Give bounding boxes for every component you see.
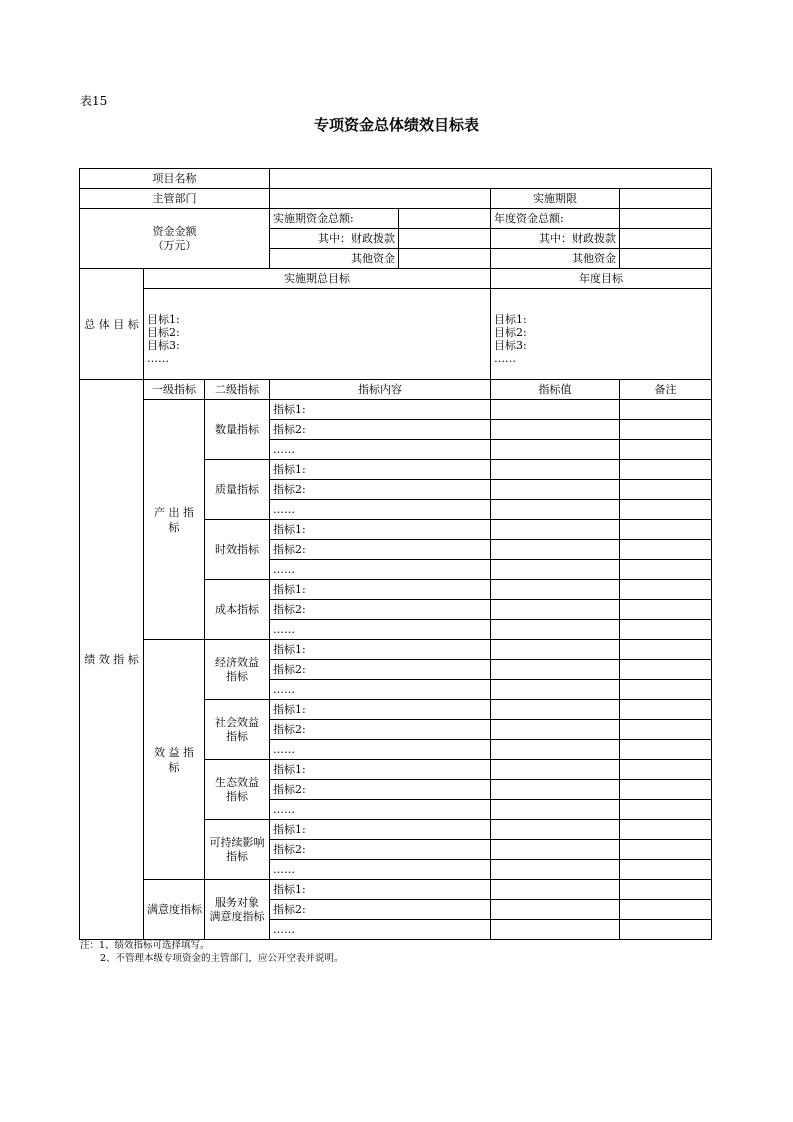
indicator-content-cell[interactable]: 指标2: bbox=[270, 480, 491, 500]
indicator-content-cell[interactable]: 指标2: bbox=[270, 840, 491, 860]
indicator-content-cell[interactable]: 指标2: bbox=[270, 900, 491, 920]
indicator-content-cell[interactable]: 指标1: bbox=[270, 820, 491, 840]
indicator-note-cell[interactable] bbox=[620, 660, 712, 680]
indicator-content-cell[interactable]: 指标1: bbox=[270, 760, 491, 780]
period-other-cell[interactable] bbox=[399, 249, 491, 269]
indicator-value-cell[interactable] bbox=[491, 680, 620, 700]
value-header: 指标值 bbox=[491, 380, 620, 400]
indicator-note-cell[interactable] bbox=[620, 460, 712, 480]
indicator-note-cell[interactable] bbox=[620, 580, 712, 600]
level2-indicator: 生态效益 指标 bbox=[205, 760, 270, 820]
indicator-content-cell[interactable]: 指标2: bbox=[270, 720, 491, 740]
indicator-value-cell[interactable] bbox=[491, 620, 620, 640]
indicator-content-cell[interactable]: …… bbox=[270, 680, 491, 700]
goal-line: …… bbox=[147, 352, 169, 365]
indicator-note-cell[interactable] bbox=[620, 920, 712, 940]
indicator-value-cell[interactable] bbox=[491, 880, 620, 900]
total-period-funds-cell[interactable] bbox=[399, 209, 491, 229]
indicator-note-cell[interactable] bbox=[620, 880, 712, 900]
goal-line: 目标2: bbox=[147, 326, 180, 339]
indicator-note-cell[interactable] bbox=[620, 700, 712, 720]
indicator-content-cell[interactable]: 指标1: bbox=[270, 580, 491, 600]
level2-indicator: 数量指标 bbox=[205, 400, 270, 460]
note-1: 注：1、绩效指标可选择填写。 bbox=[80, 940, 210, 951]
level2-indicator: 服务对象 满意度指标 bbox=[205, 880, 270, 940]
level2-indicator: 可持续影响 指标 bbox=[205, 820, 270, 880]
indicator-value-cell[interactable] bbox=[491, 700, 620, 720]
indicator-content-cell[interactable]: …… bbox=[270, 440, 491, 460]
indicator-value-cell[interactable] bbox=[491, 720, 620, 740]
funds-label-text: 资金金额 bbox=[152, 224, 197, 238]
level2-indicator: 经济效益 指标 bbox=[205, 640, 270, 700]
indicator-content-cell[interactable]: …… bbox=[270, 740, 491, 760]
indicator-value-cell[interactable] bbox=[491, 640, 620, 660]
indicator-note-cell[interactable] bbox=[620, 740, 712, 760]
annual-funds-label: 年度资金总额: bbox=[491, 209, 620, 229]
goal-line: 目标2: bbox=[494, 326, 527, 339]
period-other-label: 其他资金 bbox=[270, 249, 399, 269]
indicator-row bbox=[80, 880, 712, 900]
indicator-note-cell[interactable] bbox=[620, 400, 712, 420]
project-name-cell[interactable] bbox=[270, 169, 712, 189]
content-header: 指标内容 bbox=[270, 380, 491, 400]
table-number: 表15 bbox=[80, 94, 108, 108]
indicator-value-cell[interactable] bbox=[491, 840, 620, 860]
period-goals-cell[interactable] bbox=[144, 289, 491, 380]
indicator-content-cell[interactable]: 指标1: bbox=[270, 640, 491, 660]
level2-header: 二级指标 bbox=[205, 380, 270, 400]
funds-label bbox=[80, 209, 270, 269]
level1-indicator: 产 出 指 标 bbox=[144, 400, 205, 640]
annual-funds-cell[interactable] bbox=[620, 209, 712, 229]
indicator-note-cell[interactable] bbox=[620, 760, 712, 780]
indicator-note-cell[interactable] bbox=[620, 820, 712, 840]
indicator-note-cell[interactable] bbox=[620, 520, 712, 540]
indicator-row bbox=[80, 400, 712, 420]
goal-line: …… bbox=[494, 352, 516, 365]
indicator-content-cell[interactable]: 指标1: bbox=[270, 460, 491, 480]
indicator-note-cell[interactable] bbox=[620, 440, 712, 460]
indicator-content-cell[interactable]: …… bbox=[270, 500, 491, 520]
indicator-note-cell[interactable] bbox=[620, 480, 712, 500]
indicator-value-cell[interactable] bbox=[491, 520, 620, 540]
indicator-note-cell[interactable] bbox=[620, 560, 712, 580]
indicator-content-cell[interactable]: …… bbox=[270, 920, 491, 940]
indicator-note-cell[interactable] bbox=[620, 420, 712, 440]
total-period-funds-label: 实施期资金总额: bbox=[270, 209, 399, 229]
annual-other-label: 其他资金 bbox=[491, 249, 620, 269]
indicator-value-cell[interactable] bbox=[491, 820, 620, 840]
level2-indicator: 质量指标 bbox=[205, 460, 270, 520]
indicator-value-cell[interactable] bbox=[491, 480, 620, 500]
project-name-label: 项目名称 bbox=[80, 169, 270, 189]
annual-other-cell[interactable] bbox=[620, 249, 712, 269]
dept-cell[interactable] bbox=[270, 189, 491, 209]
indicator-value-cell[interactable] bbox=[491, 500, 620, 520]
indicator-content-cell[interactable]: 指标2: bbox=[270, 780, 491, 800]
goal-line: 目标1: bbox=[494, 313, 527, 326]
indicator-value-cell[interactable] bbox=[491, 900, 620, 920]
funds-unit: （万元） bbox=[152, 238, 197, 252]
footnotes bbox=[80, 939, 344, 965]
indicator-note-cell[interactable] bbox=[620, 900, 712, 920]
indicator-content-cell[interactable]: 指标2: bbox=[270, 660, 491, 680]
indicator-note-cell[interactable] bbox=[620, 500, 712, 520]
period-label: 实施期限 bbox=[491, 189, 620, 209]
indicator-content-cell[interactable]: 指标1: bbox=[270, 520, 491, 540]
indicator-note-cell[interactable] bbox=[620, 840, 712, 860]
indicator-value-cell[interactable] bbox=[491, 580, 620, 600]
indicator-value-cell[interactable] bbox=[491, 800, 620, 820]
indicator-value-cell[interactable] bbox=[491, 540, 620, 560]
period-goal-header: 实施期总目标 bbox=[144, 269, 491, 289]
indicator-note-cell[interactable] bbox=[620, 540, 712, 560]
note-header: 备注 bbox=[620, 380, 712, 400]
indicator-value-cell[interactable] bbox=[491, 400, 620, 420]
indicator-value-cell[interactable] bbox=[491, 440, 620, 460]
level2-indicator: 时效指标 bbox=[205, 520, 270, 580]
annual-goals-cell[interactable] bbox=[491, 289, 712, 380]
level1-indicator: 效 益 指 标 bbox=[144, 640, 205, 880]
annual-fiscal-label: 其中：财政拨款 bbox=[491, 229, 620, 249]
indicator-note-cell[interactable] bbox=[620, 680, 712, 700]
indicator-note-cell[interactable] bbox=[620, 720, 712, 740]
indicator-row bbox=[80, 640, 712, 660]
indicator-note-cell[interactable] bbox=[620, 860, 712, 880]
period-cell[interactable] bbox=[620, 189, 712, 209]
indicator-note-cell[interactable] bbox=[620, 780, 712, 800]
note-2: 2、不管理本级专项资金的主管部门，应公开空表并说明。 bbox=[100, 953, 344, 964]
indicator-content-cell[interactable]: …… bbox=[270, 560, 491, 580]
indicator-value-cell[interactable] bbox=[491, 600, 620, 620]
level1-indicator: 满意度指标 bbox=[144, 880, 205, 940]
indicator-content-cell[interactable]: 指标1: bbox=[270, 880, 491, 900]
indicator-value-cell[interactable] bbox=[491, 420, 620, 440]
indicator-note-cell[interactable] bbox=[620, 800, 712, 820]
indicator-value-cell[interactable] bbox=[491, 560, 620, 580]
annual-fiscal-cell[interactable] bbox=[620, 229, 712, 249]
indicator-value-cell[interactable] bbox=[491, 780, 620, 800]
goal-line: 目标3: bbox=[494, 339, 527, 352]
indicator-content-cell[interactable]: 指标1: bbox=[270, 700, 491, 720]
indicator-note-cell[interactable] bbox=[620, 620, 712, 640]
indicator-content-cell[interactable]: 指标2: bbox=[270, 420, 491, 440]
dept-label: 主管部门 bbox=[80, 189, 270, 209]
level1-header: 一级指标 bbox=[144, 380, 205, 400]
goals-section-label: 总 体 目 标 bbox=[80, 269, 144, 380]
indicator-content-cell[interactable]: 指标2: bbox=[270, 600, 491, 620]
indicators-section-label: 绩 效 指 标 bbox=[80, 380, 144, 940]
goal-line: 目标1: bbox=[147, 313, 180, 326]
indicator-content-cell[interactable]: 指标2: bbox=[270, 540, 491, 560]
indicator-content-cell[interactable]: …… bbox=[270, 800, 491, 820]
annual-goal-header: 年度目标 bbox=[491, 269, 712, 289]
period-fiscal-cell[interactable] bbox=[399, 229, 491, 249]
indicator-content-cell[interactable]: 指标1: bbox=[270, 400, 491, 420]
period-fiscal-label: 其中：财政拨款 bbox=[270, 229, 399, 249]
performance-target-table bbox=[79, 168, 712, 940]
indicator-value-cell[interactable] bbox=[491, 920, 620, 940]
goal-line: 目标3: bbox=[147, 339, 180, 352]
indicator-value-cell[interactable] bbox=[491, 760, 620, 780]
indicator-value-cell[interactable] bbox=[491, 860, 620, 880]
level2-indicator: 社会效益 指标 bbox=[205, 700, 270, 760]
indicator-value-cell[interactable] bbox=[491, 740, 620, 760]
indicator-value-cell[interactable] bbox=[491, 660, 620, 680]
indicator-note-cell[interactable] bbox=[620, 640, 712, 660]
page-title: 专项资金总体绩效目标表 bbox=[313, 116, 479, 134]
indicator-note-cell[interactable] bbox=[620, 600, 712, 620]
level2-indicator: 成本指标 bbox=[205, 580, 270, 640]
indicator-value-cell[interactable] bbox=[491, 460, 620, 480]
indicator-content-cell[interactable]: …… bbox=[270, 620, 491, 640]
indicator-content-cell[interactable]: …… bbox=[270, 860, 491, 880]
